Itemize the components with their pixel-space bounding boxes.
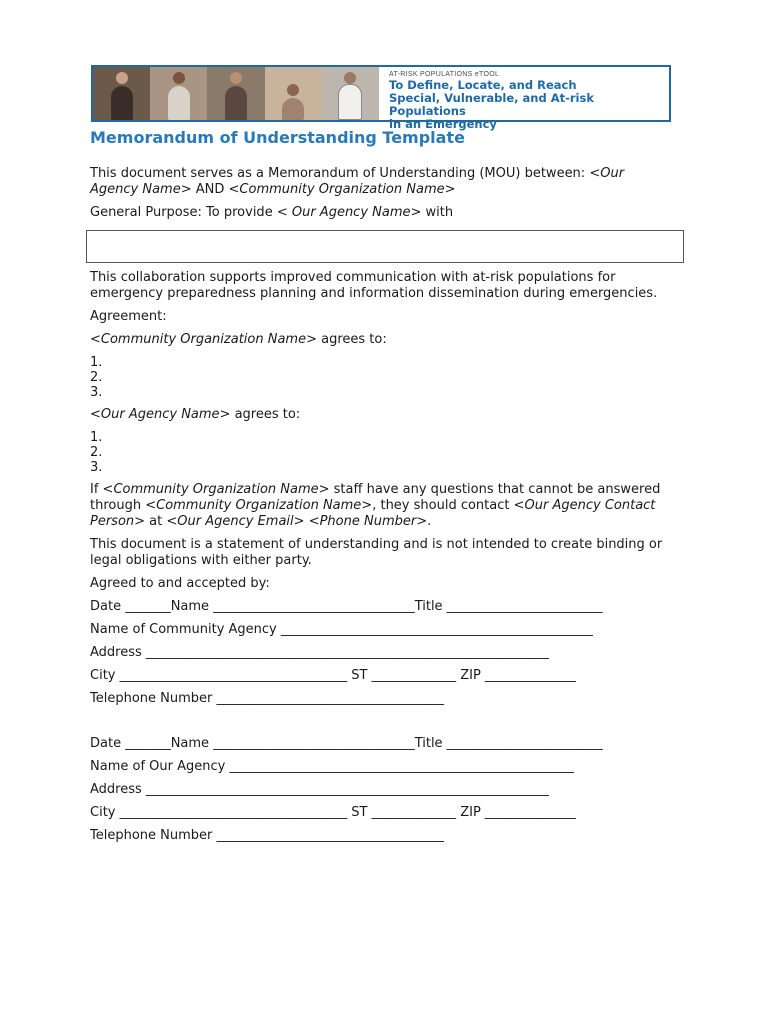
community-agrees-line: <Community Organization Name> agrees to:	[90, 332, 387, 347]
form2-city-st-zip-line[interactable]: City ___________________________________ ST _____________ ZIP ______________	[90, 805, 576, 820]
banner-photo	[150, 67, 207, 120]
our-agency-agrees-line: <Our Agency Name> agrees to:	[90, 407, 301, 422]
banner-kicker: AT-RISK POPULATIONS eTOOL	[389, 71, 500, 78]
list-item: 2.	[90, 445, 103, 460]
banner-photo	[207, 67, 264, 120]
header-banner	[91, 65, 671, 131]
banner-photo	[265, 67, 322, 120]
our-agency-agreement-list	[90, 430, 670, 475]
form1-date-name-title-line[interactable]: Date _______Name _______________________________Title ________________________	[90, 599, 603, 614]
form1-address-line[interactable]: Address ______________________________________________________________	[90, 645, 549, 660]
community-agreement-list	[90, 355, 670, 400]
list-item: 3.	[90, 460, 103, 475]
form1-telephone-line[interactable]: Telephone Number ___________________________________	[90, 691, 445, 706]
banner-title-line: Special, Vulnerable, and At-risk Populations	[389, 91, 594, 118]
document-body	[90, 128, 670, 851]
agreed-line: Agreed to and accepted by:	[90, 576, 270, 591]
list-item: 2.	[90, 370, 103, 385]
form2-address-line[interactable]: Address ______________________________________________________________	[90, 782, 549, 797]
form1-city-st-zip-line[interactable]: City ___________________________________ ST _____________ ZIP ______________	[90, 668, 576, 683]
statement-paragraph: This document is a statement of understanding and is not intended to create binding or legal obligations with either party.	[90, 537, 663, 568]
purpose-paragraph: General Purpose: To provide < Our Agency Name> with	[90, 205, 454, 220]
purpose-text-box[interactable]	[86, 230, 684, 263]
banner-title-line: in an Emergency	[389, 117, 497, 131]
banner-text	[379, 67, 669, 131]
banner-photo	[322, 67, 379, 120]
agreement-heading: Agreement:	[90, 309, 167, 324]
banner-photo	[93, 67, 150, 120]
form1-community-agency-line[interactable]: Name of Community Agency ________________________________________________	[90, 622, 593, 637]
list-item: 1.	[90, 430, 103, 445]
document-title: Memorandum of Understanding Template	[90, 128, 465, 147]
intro-paragraph: This document serves as a Memorandum of Understanding (MOU) between: <Our Agency Name> AND <Community Organization Name>	[90, 166, 625, 197]
banner-title-line: To Define, Locate, and Reach	[389, 78, 577, 92]
list-item: 1.	[90, 355, 103, 370]
form2-our-agency-line[interactable]: Name of Our Agency _____________________________________________________	[90, 759, 574, 774]
collaboration-paragraph: This collaboration supports improved communication with at-risk populations for emergency preparedness planning and information dissemination during emergencies.	[90, 270, 658, 301]
list-item: 3.	[90, 385, 103, 400]
section-spacer	[90, 714, 670, 736]
form2-date-name-title-line[interactable]: Date _______Name _______________________________Title ________________________	[90, 736, 603, 751]
form2-telephone-line[interactable]: Telephone Number ___________________________________	[90, 828, 445, 843]
questions-paragraph: If <Community Organization Name> staff have any questions that cannot be answered through <Community Organization Name>, they should contact <Our Agency Contact Person> at <Our Agency Email> <Phone Number>.	[90, 482, 661, 529]
banner-photo-strip	[93, 67, 379, 120]
